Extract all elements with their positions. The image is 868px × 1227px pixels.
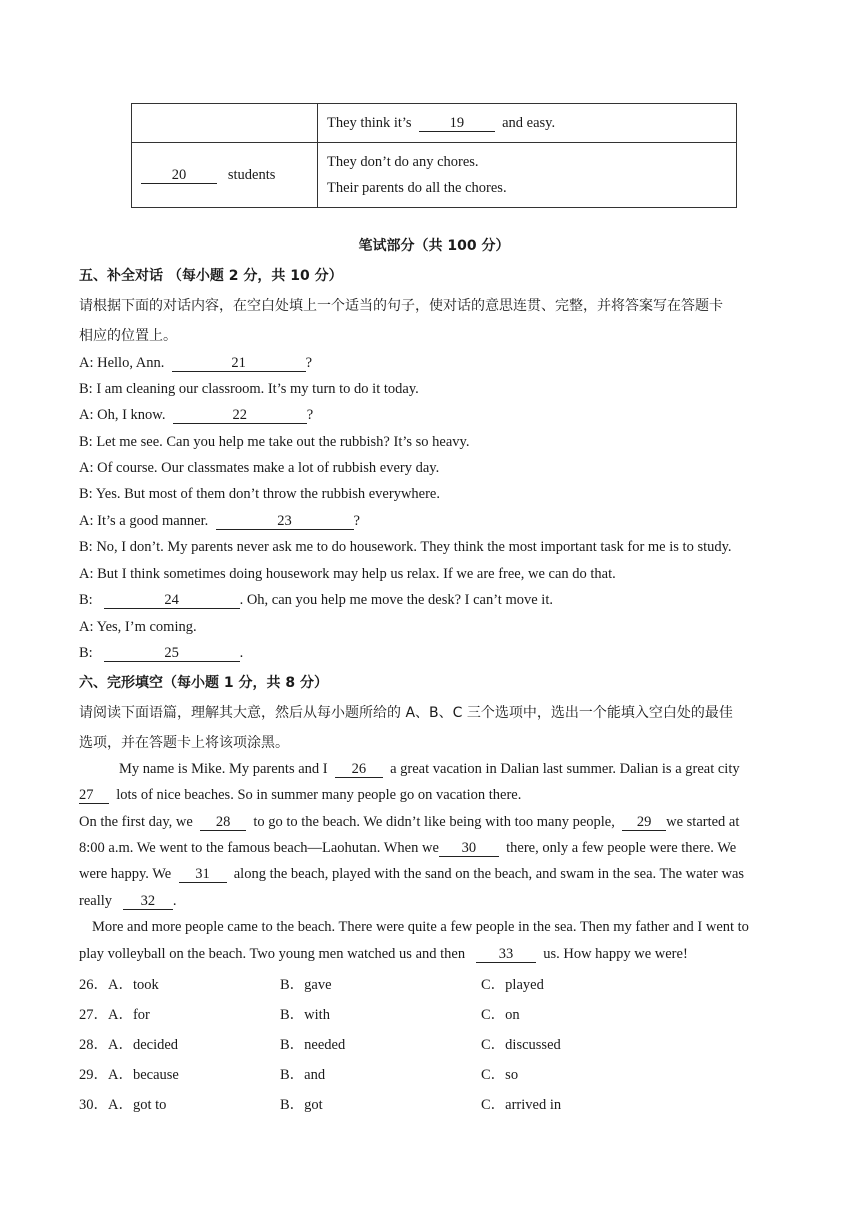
blank-25[interactable]: 25 bbox=[104, 646, 240, 662]
written-part-title: 笔试部分（共 100 分） bbox=[358, 238, 510, 254]
blank-19[interactable]: 19 bbox=[419, 116, 495, 132]
dialogue-line-8: B: No, I don’t. My parents never ask me to do housework. They think the most important task for me is to study. bbox=[79, 539, 732, 555]
option-a[interactable]: A．took bbox=[108, 977, 159, 993]
option-c[interactable]: C．played bbox=[481, 977, 544, 993]
dialogue-line-9: A: But I think sometimes doing housework may help us relax. If we are free, we can do that. bbox=[79, 566, 616, 582]
option-b[interactable]: B．and bbox=[280, 1067, 326, 1083]
dialogue-line-7: A: It’s a good manner. 23 ? bbox=[79, 513, 360, 529]
section5-heading: 五、补全对话 （每小题 2 分，共 10 分） bbox=[79, 268, 343, 284]
blank-32[interactable]: 32 bbox=[123, 894, 173, 910]
option-b[interactable]: B．with bbox=[280, 1007, 330, 1023]
dialogue-line-1: A: Hello, Ann. 21 ? bbox=[79, 355, 313, 371]
option-c[interactable]: C．so bbox=[481, 1067, 519, 1083]
table-cell: 20 students bbox=[132, 143, 318, 208]
blank-30[interactable]: 30 bbox=[439, 841, 499, 857]
passage-line: 8:00 a.m. We went to the famous beach—Laohutan. When we 30 there, only a few people were there. We bbox=[79, 840, 737, 856]
option-c[interactable]: C．discussed bbox=[481, 1037, 561, 1053]
blank-21[interactable]: 21 bbox=[172, 356, 306, 372]
blank-22[interactable]: 22 bbox=[173, 408, 307, 424]
table-cell-empty bbox=[132, 104, 318, 143]
blank-23[interactable]: 23 bbox=[216, 514, 354, 530]
question-number: 30． bbox=[79, 1097, 108, 1113]
dialogue-line-2: B: I am cleaning our classroom. It’s my turn to do it today. bbox=[79, 381, 419, 397]
blank-31[interactable]: 31 bbox=[179, 867, 227, 883]
dialogue-line-10: B: 24 . Oh, can you help me move the desk? I can’t move it. bbox=[79, 592, 553, 608]
passage-line: More and more people came to the beach. There were quite a few people in the sea. Then my father and I went to bbox=[92, 919, 749, 935]
question-number: 26． bbox=[79, 977, 108, 993]
passage-line: My name is Mike. My parents and I 26 a great vacation in Dalian last summer. Dalian is a great city bbox=[119, 761, 740, 777]
blank-33[interactable]: 33 bbox=[476, 947, 536, 963]
section6-instruction-2: 选项，并在答题卡上将该项涂黑。 bbox=[79, 735, 289, 751]
option-c[interactable]: C．on bbox=[481, 1007, 520, 1023]
passage-line: On the first day, we 28 to go to the beach. We didn’t like being with too many people, 29 we started at bbox=[79, 814, 740, 830]
question-number: 28． bbox=[79, 1037, 108, 1053]
blank-29[interactable]: 29 bbox=[622, 815, 666, 831]
section6-heading: 六、完形填空（每小题 1 分，共 8 分） bbox=[79, 675, 328, 691]
table-cell: They think it’s 19 and easy. bbox=[318, 104, 737, 143]
dialogue-line-4: B: Let me see. Can you help me take out the rubbish? It’s so heavy. bbox=[79, 434, 470, 450]
dialogue-line-12: B: 25 . bbox=[79, 645, 244, 661]
dialogue-line-6: B: Yes. But most of them don’t throw the rubbish everywhere. bbox=[79, 486, 440, 502]
option-c[interactable]: C．arrived in bbox=[481, 1097, 562, 1113]
dialogue-line-3: A: Oh, I know. 22 ? bbox=[79, 407, 314, 423]
question-number: 29． bbox=[79, 1067, 108, 1083]
passage-line: 27 lots of nice beaches. So in summer many people go on vacation there. bbox=[79, 787, 522, 803]
option-b[interactable]: B．got bbox=[280, 1097, 323, 1113]
blank-24[interactable]: 24 bbox=[104, 593, 240, 609]
option-a[interactable]: A．for bbox=[108, 1007, 150, 1023]
table-cell: They don’t do any chores. Their parents do all the chores. bbox=[318, 143, 737, 208]
blank-28[interactable]: 28 bbox=[200, 815, 246, 831]
table-row bbox=[132, 104, 737, 143]
blank-20[interactable]: 20 bbox=[141, 168, 217, 184]
option-a[interactable]: A．decided bbox=[108, 1037, 179, 1053]
dialogue-line-5: A: Of course. Our classmates make a lot of rubbish every day. bbox=[79, 460, 440, 476]
dialogue-line-11: A: Yes, I’m coming. bbox=[79, 619, 197, 635]
answer-table bbox=[131, 103, 737, 208]
passage-line: play volleyball on the beach. Two young men watched us and then 33 us. How happy we were! bbox=[79, 946, 688, 962]
passage-line: really 32 . bbox=[79, 893, 177, 909]
question-number: 27． bbox=[79, 1007, 108, 1023]
table-row bbox=[132, 143, 737, 208]
blank-27[interactable]: 27 bbox=[79, 788, 109, 804]
section5-instruction-2: 相应的位置上。 bbox=[79, 328, 177, 344]
option-a[interactable]: A．because bbox=[108, 1067, 179, 1083]
section6-instruction: 请阅读下面语篇，理解其大意，然后从每小题所给的 A、B、C 三个选项中，选出一个能填入空白处的最佳 bbox=[79, 705, 733, 721]
option-a[interactable]: A．got to bbox=[108, 1097, 167, 1113]
blank-26[interactable]: 26 bbox=[335, 762, 383, 778]
section5-instruction: 请根据下面的对话内容，在空白处填上一个适当的句子，使对话的意思连贯、完整，并将答案写在答题卡 bbox=[79, 298, 723, 314]
passage-line: were happy. We 31 along the beach, played with the sand on the beach, and swam in the sea. The water was bbox=[79, 866, 745, 882]
option-b[interactable]: B．gave bbox=[280, 977, 332, 993]
option-b[interactable]: B．needed bbox=[280, 1037, 346, 1053]
